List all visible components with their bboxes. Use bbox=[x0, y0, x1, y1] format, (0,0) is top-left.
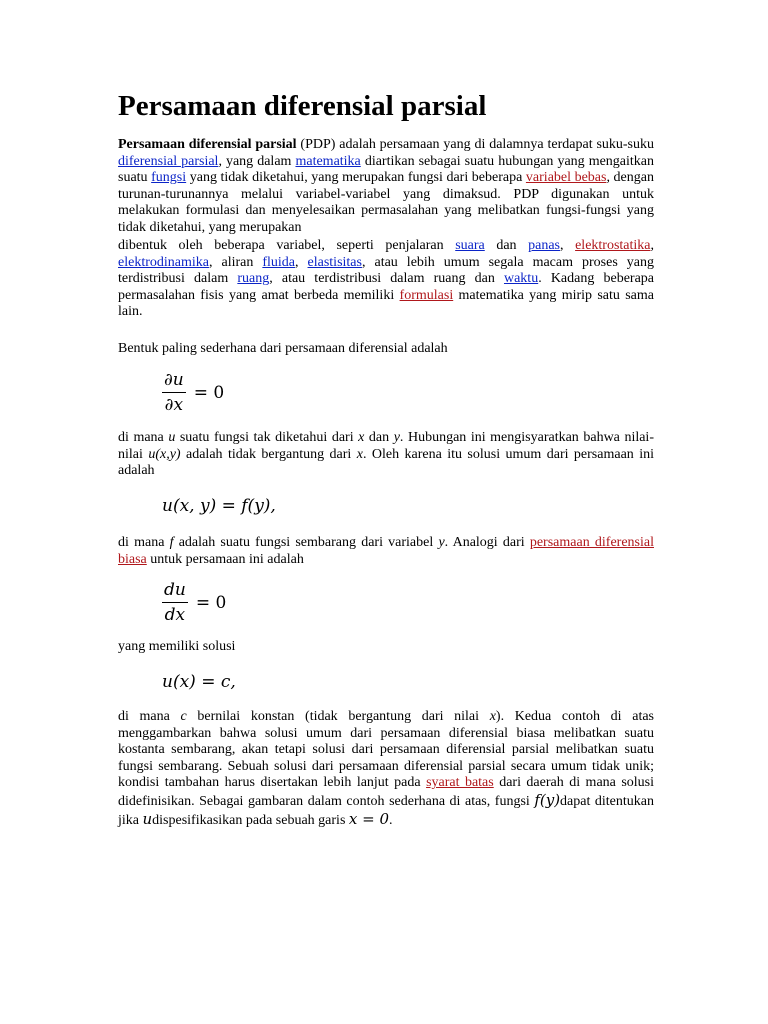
paragraph-applications: dibentuk oleh beberapa variabel, seperti penjalaran suara dan panas, elektrostatika, elektrodinamika, aliran fluida, elastisitas, atau lebih umum segala macam proses yang terdistribusi dalam ruang, atau terdistribusi dalam ruang dan waktu. Kadang beberapa permasalahan fisis yang amat berbeda memiliki formulasi matematika yang mirip satu sama lain. bbox=[118, 238, 655, 320]
equation-ode-solution: u(x) = c, bbox=[162, 672, 236, 692]
link-elastisitas[interactable]: elastisitas bbox=[307, 254, 362, 270]
link-variabel-bebas[interactable]: variabel bebas bbox=[525, 170, 607, 186]
paragraph-conclusion: di mana c bernilai konstan (tidak bergantung dari nilai x). Kedua contoh di atas menggambarkan bahwa solusi umum dari persamaan diferensial biasa melibatkan suatu kostanta sembarang, akan tetapi solusi dari persamaan diferensial parsial melibatkan suatu fungsi sembarang. Sebuah solusi dari persamaan diferensial parsial secara umum tidak unik; kondisi tambahan harus disertakan lebih lanjut pada syarat batas dari daerah di mana solusi didefinisikan. Sebagai gambaran dalam contoh sederhana di atas, fungsi f(y)dapat ditentukan jika udispesifikasikan pada sebuah garis x = 0. bbox=[118, 709, 655, 828]
page-title: Persamaan diferensial parsial bbox=[118, 90, 487, 122]
paragraph-solution-intro: yang memiliki solusi bbox=[118, 639, 236, 654]
link-elektrostatika[interactable]: elektrostatika bbox=[575, 238, 651, 253]
paragraph-analogy: di mana f adalah suatu fungsi sembarang dari variabel y. Analogi dari persamaan diferensial biasa untuk persamaan ini adalah bbox=[118, 535, 654, 567]
link-panas[interactable]: panas bbox=[528, 238, 561, 253]
link-persamaan-diferensial-biasa[interactable]: persamaan diferensial biasa bbox=[118, 535, 654, 567]
paragraph-simplest-form: Bentuk paling sederhana dari persamaan diferensial adalah bbox=[118, 341, 448, 356]
equation-ordinary-derivative: $\frac{du}{dx}$ = 0 bbox=[164, 580, 227, 625]
link-diferensial-parsial[interactable]: diferensial parsial bbox=[118, 153, 219, 169]
paragraph-where-u: di mana u suatu fungsi tak diketahui dari x dan y. Hubungan ini mengisyaratkan bahwa nilai-nilai u(x,y) adalah tidak bergantung dari x. Oleh karena itu solusi umum dari persamaan ini adalah bbox=[118, 430, 654, 479]
paragraph-intro: Persamaan diferensial parsial (PDP) adalah persamaan yang di dalamnya terdapat suku-suku diferensial parsial, yang dalam matematika diartikan sebagai suatu hubungan yang mengaitkan suatu fungsi yang tidak diketahui, yang merupakan fungsi dari beberapa variabel bebas, dengan turunan-turunannya melalui variabel-variabel yang dimaksud. PDP digunakan untuk melakukan formulasi dan menyelesaikan permasalahan yang melibatkan fungsi-fungsi yang tidak diketahui, yang merupakan bbox=[118, 137, 655, 235]
link-matematika[interactable]: matematika bbox=[295, 153, 361, 169]
link-ruang[interactable]: ruang bbox=[237, 271, 270, 287]
link-formulasi[interactable]: formulasi bbox=[399, 287, 454, 303]
link-syarat-batas[interactable]: syarat batas bbox=[426, 775, 494, 791]
equation-general-solution: u(x, y) = f(y), bbox=[162, 496, 276, 516]
link-fluida[interactable]: fluida bbox=[262, 254, 296, 270]
link-waktu[interactable]: waktu bbox=[503, 271, 539, 287]
link-elektrodinamika[interactable]: elektrodinamika bbox=[118, 254, 209, 270]
link-fungsi[interactable]: fungsi bbox=[151, 170, 187, 186]
fraction: $\frac{du}{dx}$ bbox=[164, 580, 186, 625]
link-suara[interactable]: suara bbox=[455, 238, 485, 253]
fraction: $\frac{\partial u}{\partial x}$ bbox=[164, 370, 184, 415]
equation-partial-derivative: $\frac{\partial u}{\partial x}$ = 0 bbox=[164, 370, 225, 415]
bold-term: Persamaan diferensial parsial bbox=[118, 137, 297, 152]
